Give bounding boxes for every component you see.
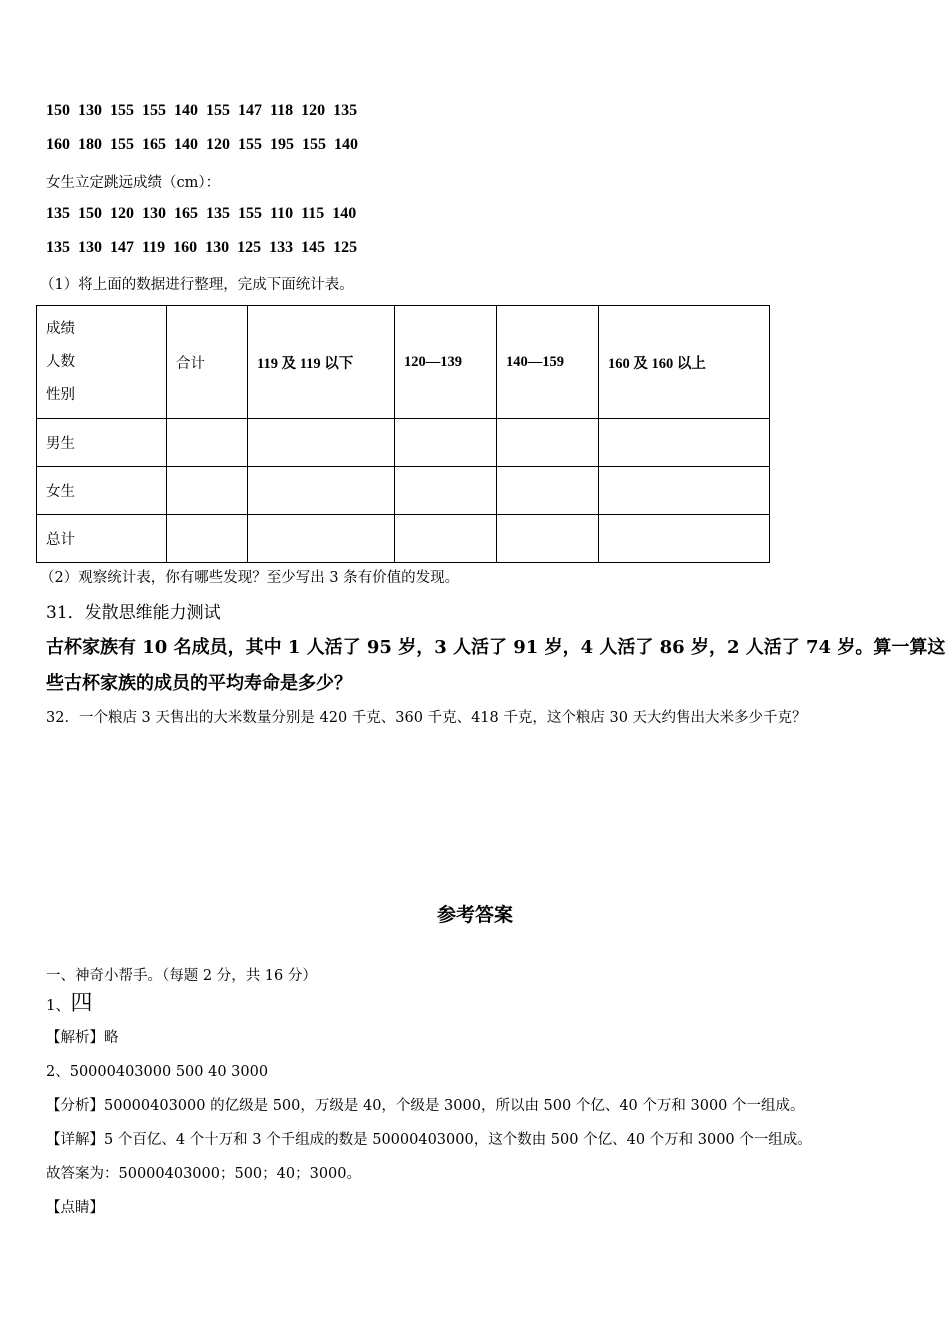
header-range-2: 120—139 <box>395 306 497 419</box>
table-row <box>37 419 770 467</box>
table-corner-cell <box>37 306 167 419</box>
table-cell[interactable] <box>599 467 770 515</box>
question-32-text: 32．一个粮店 3 天售出的大米数量分别是 420 千克、360 千克、418 千克，这个粮店 30 天大约售出大米多少千克？ <box>46 710 807 726</box>
answer-2-conclusion: 故答案为：50000403000；500；40；3000。 <box>46 1166 362 1182</box>
table-cell[interactable] <box>248 467 395 515</box>
table-row <box>37 515 770 563</box>
question-31-text-line-2: 些古杯家族的成员的平均寿命是多少？ <box>46 673 352 694</box>
question-31-title: 31．发散思维能力测试 <box>46 603 221 623</box>
boys-data-row-2: 160 180 155 165 140 120 155 195 155 140 <box>46 136 358 153</box>
girls-data-row-2: 135 130 147 119 160 130 125 133 145 125 <box>46 239 358 256</box>
question-31-text-line-1: 古杯家族有 10 名成员，其中 1 人活了 95 岁，3 人活了 91 岁，4 人活了 86 岁，2 人活了 74 岁。算一算这 <box>46 637 946 658</box>
answers-title: 参考答案 <box>436 904 513 926</box>
statistics-table <box>36 305 770 563</box>
girls-data-row-1: 135 150 120 130 165 135 155 110 115 140 <box>46 205 357 222</box>
answer-2-detail: 【详解】5 个百亿、4 个十万和 3 个千组成的数是 50000403000，这个数由 500 个亿、40 个万和 3000 个一组成。 <box>46 1132 812 1148</box>
answer-2-note: 【点睛】 <box>46 1200 104 1216</box>
answer-2-analysis: 【分析】50000403000 的亿级是 500，万级是 40，个级是 3000，所以由 500 个亿、40 个万和 3000 个一组成。 <box>46 1098 805 1114</box>
corner-label-score: 成绩 <box>46 320 75 337</box>
answer-section-1-heading: 一、神奇小帮手。（每题 2 分，共 16 分） <box>46 968 317 984</box>
boys-data-row-1: 150 130 155 155 140 155 147 118 120 135 <box>46 102 358 119</box>
table-cell[interactable] <box>395 515 497 563</box>
table-cell[interactable] <box>497 467 599 515</box>
answer-2: 2、50000403000 500 40 3000 <box>46 1064 269 1080</box>
header-range-1: 119 及 119 以下 <box>248 306 395 419</box>
table-cell[interactable] <box>497 419 599 467</box>
row-label-girls: 女生 <box>37 467 167 515</box>
table-cell[interactable] <box>599 419 770 467</box>
table-cell[interactable] <box>248 515 395 563</box>
girls-data-label: 女生立定跳远成绩（cm）： <box>46 175 221 191</box>
corner-label-gender: 性别 <box>46 386 75 403</box>
table-cell[interactable] <box>167 467 248 515</box>
question-1-instruction: （1）将上面的数据进行整理，完成下面统计表。 <box>40 277 354 293</box>
answer-1-analysis: 【解析】略 <box>46 1030 119 1046</box>
question-2-instruction: （2）观察统计表，你有哪些发现？至少写出 3 条有价值的发现。 <box>40 570 460 586</box>
table-row <box>37 467 770 515</box>
answer-1 <box>46 986 93 1017</box>
corner-label-count: 人数 <box>46 353 75 370</box>
header-total: 合计 <box>167 306 248 419</box>
row-label-boys: 男生 <box>37 419 167 467</box>
table-cell[interactable] <box>599 515 770 563</box>
table-cell[interactable] <box>497 515 599 563</box>
table-cell[interactable] <box>167 419 248 467</box>
answer-1-prefix: 1、 <box>46 996 71 1014</box>
header-range-4: 160 及 160 以上 <box>599 306 770 419</box>
table-cell[interactable] <box>167 515 248 563</box>
table-header-row <box>37 306 770 419</box>
header-range-3: 140—159 <box>497 306 599 419</box>
table-cell[interactable] <box>395 467 497 515</box>
table-cell[interactable] <box>248 419 395 467</box>
table-cell[interactable] <box>395 419 497 467</box>
row-label-total: 总计 <box>37 515 167 563</box>
answer-1-value: 四 <box>70 991 93 1016</box>
